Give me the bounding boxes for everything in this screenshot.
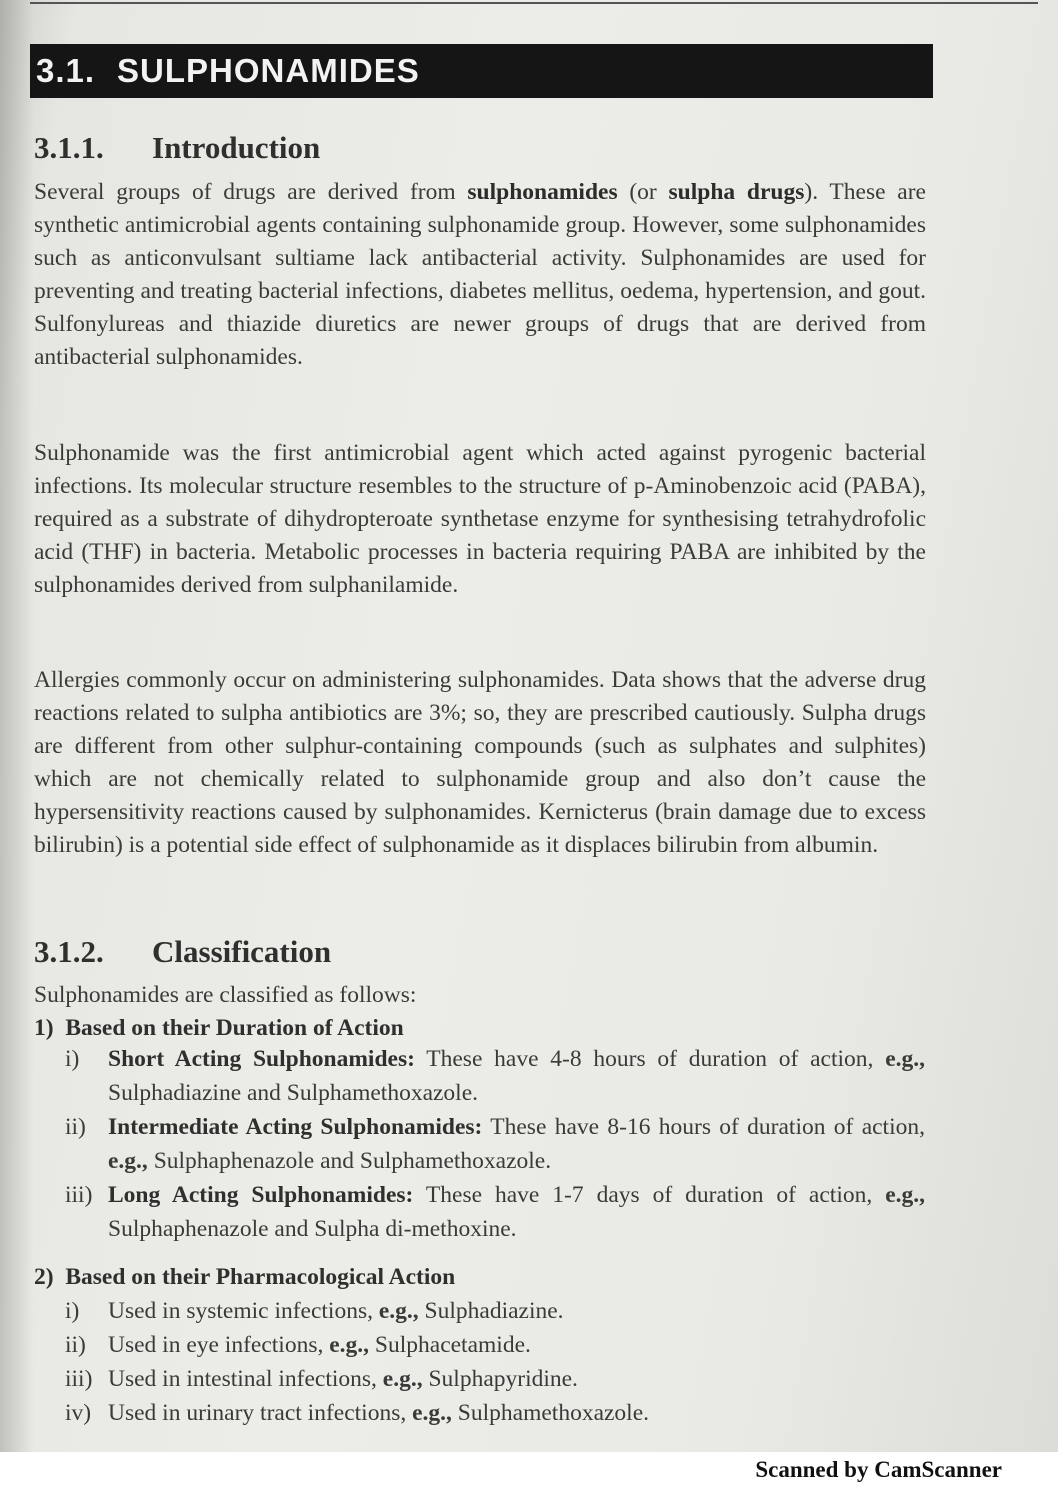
intro-number: 3.1.1. <box>34 130 104 165</box>
item-example: Sulphamethoxazole. <box>451 1400 650 1426</box>
item-eg: e.g., <box>412 1400 452 1426</box>
item-example: Sulphadiazine and Sulphamethoxazole. <box>108 1080 479 1106</box>
roman-numeral: ii) <box>65 1332 86 1358</box>
section-title: SULPHONAMIDES <box>117 52 420 89</box>
classification-heading <box>34 934 331 970</box>
item-title: Short Acting Sulphonamides: <box>108 1046 415 1072</box>
roman-numeral: i) <box>65 1298 80 1324</box>
group2-item-1 <box>65 1294 925 1328</box>
classification-lead: Sulphonamides are classified as follows: <box>34 982 417 1008</box>
group1-heading <box>34 1013 404 1043</box>
group2-title: Based on their Pharmacological Action <box>65 1264 456 1290</box>
p1-bold-1: sulphonamides <box>467 179 618 205</box>
intro-title: Introduction <box>152 130 321 165</box>
item-example: Sulphadiazine. <box>418 1298 564 1324</box>
classification-number: 3.1.2. <box>34 934 104 969</box>
roman-numeral: iii) <box>65 1366 93 1392</box>
item-eg: e.g., <box>382 1366 423 1392</box>
item-title: Intermediate Acting Sulphonamides: <box>108 1114 483 1140</box>
item-eg: e.g., <box>329 1332 370 1358</box>
intro-paragraph-1 <box>34 176 926 374</box>
item-text: These have 1-7 days of duration of action, <box>413 1182 886 1208</box>
item-text: Used in urinary tract infections, <box>108 1400 413 1426</box>
item-eg: e.g., <box>378 1298 419 1324</box>
item-text: Used in intestinal infections, <box>108 1366 383 1392</box>
item-text: These have 8-16 hours of duration of action, <box>482 1114 925 1140</box>
group2-item-3 <box>65 1362 925 1396</box>
roman-numeral: ii) <box>65 1114 86 1140</box>
intro-paragraph-3: Allergies commonly occur on administering sulphonamides. Data shows that the adverse drug reactions related to sulpha antibiotics are 3%; so, they are prescribed cautiously. Sulpha drugs are different from other sulphur-containing compounds (such as sulphates and sulphites) which are not chemically related to sulphonamide group and also don’t cause the hypersensitivity reactions caused by sulphonamides. Kernicterus (brain damage due to excess bilirubin) is a potential side effect of sulphonamide as it displaces bilirubin from albumin. <box>34 667 926 858</box>
group1-item-3 <box>65 1178 925 1246</box>
classification-title: Classification <box>152 934 332 969</box>
p1-text-2: (or <box>617 179 669 205</box>
item-eg: e.g., <box>108 1148 148 1174</box>
group1-item-2 <box>65 1110 925 1178</box>
group1-title: Based on their Duration of Action <box>65 1015 404 1041</box>
group1-item-1 <box>65 1042 925 1110</box>
item-example: Sulphaphenazole and Sulphamethoxazole. <box>147 1148 552 1174</box>
roman-numeral: iii) <box>65 1182 93 1208</box>
item-example: Sulphaphenazole and Sulpha di-methoxine. <box>108 1216 517 1242</box>
intro-heading <box>34 130 320 166</box>
roman-numeral: iv) <box>65 1400 92 1426</box>
group2-heading <box>34 1262 455 1292</box>
item-text: Used in systemic infections, <box>108 1298 379 1324</box>
item-example: Sulphacetamide. <box>369 1332 531 1358</box>
section-number: 3.1. <box>36 52 96 89</box>
item-eg: e.g., <box>885 1182 925 1208</box>
camscanner-watermark: Scanned by CamScanner <box>755 1457 1002 1482</box>
intro-paragraph-2: Sulphonamide was the first antimicrobial agent which acted against pyrogenic bacterial infections. Its molecular structure resembles to the structure of p-Aminobenzoic acid (PABA), required as a substrate of dihydropteroate synthetase enzyme for synthesising tetrahydrofolic acid (THF) in bacteria. Metabolic processes in bacteria requiring PABA are inhibited by the sulphonamides derived from sulphanilamide. <box>34 440 926 598</box>
group2-item-2 <box>65 1328 925 1362</box>
item-text: Used in eye infections, <box>108 1332 330 1358</box>
p1-text-1: Several groups of drugs are derived from <box>34 179 468 205</box>
roman-numeral: i) <box>65 1046 80 1072</box>
section-banner <box>30 44 933 98</box>
top-rule <box>30 2 1038 4</box>
p1-bold-2: sulpha drugs <box>668 179 805 205</box>
group2-item-4 <box>65 1396 925 1430</box>
item-example: Sulphapyridine. <box>422 1366 578 1392</box>
item-title: Long Acting Sulphonamides: <box>108 1182 414 1208</box>
p1-text-3: ). These are synthetic antimicrobial agents containing sulphonamide group. However, some sulphonamides such as anticonvulsant sultiame lack antibacterial activity. Sulphonamides are used for preventing and treating bacterial infections, diabetes mellitus, oedema, hypertension, and gout. Sulfonylureas and thiazide diuretics are newer groups of drugs that are derived from antibacterial sulphonamides. <box>34 179 926 370</box>
group2-marker: 2) <box>34 1264 54 1290</box>
item-text: These have 4-8 hours of duration of action, <box>414 1046 886 1072</box>
item-eg: e.g., <box>885 1046 925 1072</box>
group1-marker: 1) <box>34 1015 54 1041</box>
